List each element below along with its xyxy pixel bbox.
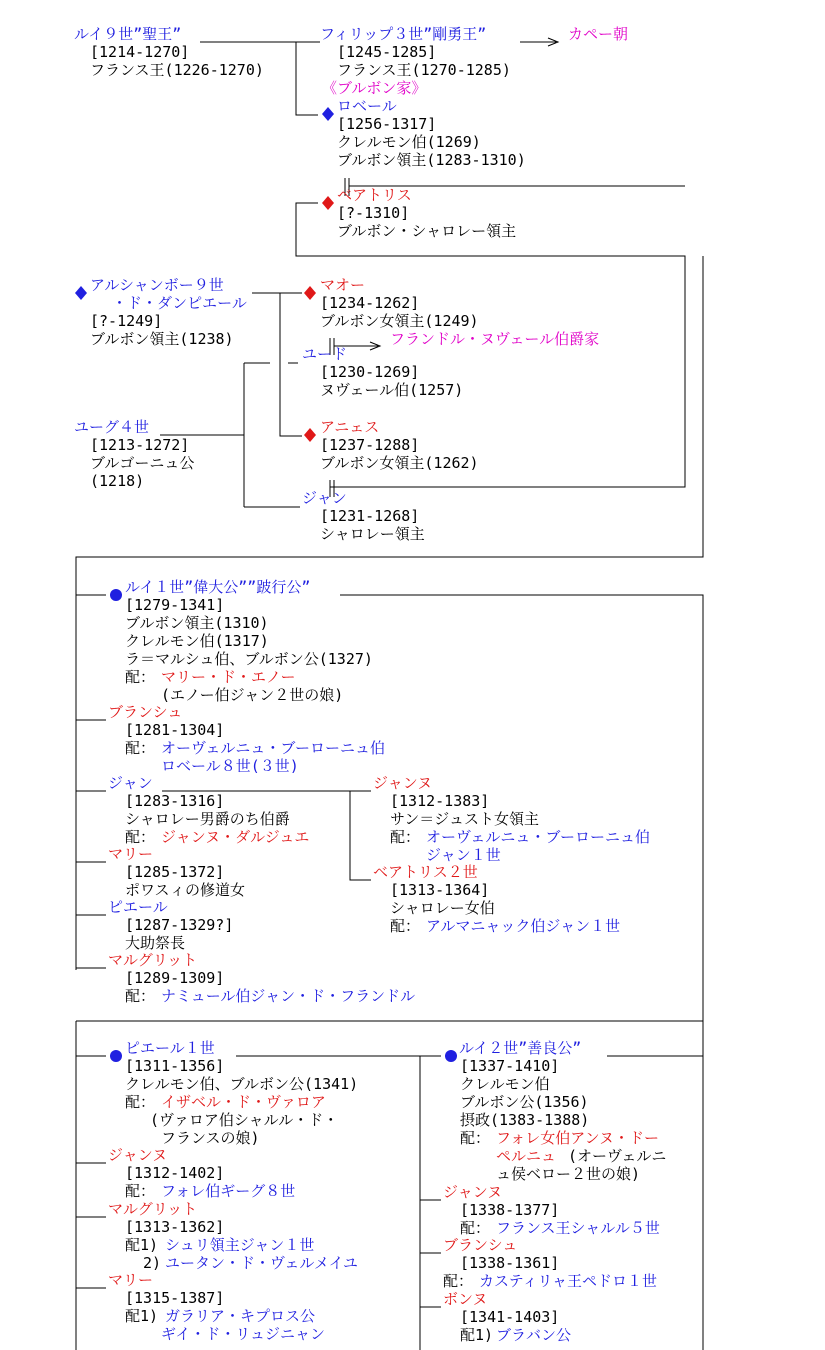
blanche1-sp2: ロベール８世(３世) [161, 757, 299, 775]
marie2-name: マリー [108, 1271, 154, 1289]
pierre-a-name: ピエール [108, 898, 168, 916]
blanche2-sp: カスティリャ王ペドロ１世 [479, 1272, 658, 1290]
louis2-sp2: ペルニュ [496, 1147, 557, 1165]
louis1-t2: クレルモン伯(1317) [125, 632, 269, 650]
hugues-t1: ブルゴーニュ公 [90, 454, 195, 472]
louis2-t2: ブルボン公(1356) [460, 1093, 589, 1111]
jeanne-e-sp-label: 配： [460, 1219, 491, 1237]
louis1-name: ルイ１世”偉大公””跛行公” [125, 578, 311, 596]
agnes-years: [1237-1288] [320, 436, 420, 454]
bonne-years: [1341-1403] [460, 1308, 560, 1326]
mahaut-title: ブルボン女領主(1249) [320, 312, 479, 330]
louis2-years: [1337-1410] [460, 1057, 560, 1075]
beatrice2-sp-label: 配： [390, 917, 421, 935]
jeanne-e-years: [1338-1377] [460, 1201, 560, 1219]
jeanne-e-name: ジャンヌ [443, 1183, 503, 1201]
louis2-note1: (オーヴェルニ [568, 1147, 667, 1165]
marguerite2-name: マルグリット [108, 1200, 198, 1218]
bourbon-house: 《ブルボン家》 [322, 79, 427, 97]
capet: カペー朝 [568, 25, 629, 43]
marie1-years: [1285-1372] [125, 863, 225, 881]
hugues-name: ユーグ４世 [74, 418, 150, 436]
marguerite1-sp-label: 配： [125, 987, 156, 1005]
marie2-sp-label: 配1) [125, 1307, 159, 1325]
jeanne-c-sp1: オーヴェルニュ・ブーローニュ伯 [426, 828, 650, 846]
louis1-sp-note: (エノー伯ジャン２世の娘) [161, 686, 344, 704]
red-diamond-icon [322, 196, 334, 210]
marguerite1-years: [1289-1309] [125, 969, 225, 987]
marguerite2-sp-label: 配1) [125, 1236, 159, 1254]
jeanne-d-years: [1312-1402] [125, 1164, 225, 1182]
bonne-name: ボンヌ [443, 1290, 488, 1308]
pierre1-note2: フランスの娘) [161, 1129, 260, 1147]
bonne-sp: ブラバン公 [496, 1326, 572, 1344]
marie2-sp1: ガラリア・キプロス公 [165, 1307, 316, 1325]
blanche2-name: ブランシュ [443, 1236, 518, 1254]
louis1-t1: ブルボン領主(1310) [125, 614, 269, 632]
marguerite2-sp-label2: 2) [143, 1254, 162, 1272]
jeanne-c-years: [1312-1383] [390, 792, 490, 810]
louis1-sp-label: 配： [125, 668, 156, 686]
beatrice2-title: シャロレー女伯 [390, 899, 495, 917]
archambaud-name2: ・ド・ダンピエール [112, 294, 247, 312]
jean-a-name: ジャン [302, 489, 347, 507]
jean-b-sp: ジャンヌ・ダルジュエ [161, 828, 310, 846]
pierre1-note1: (ヴァロア伯シャルル・ド・ [150, 1111, 339, 1129]
red-diamond-icon [304, 428, 316, 442]
blue-diamond-icon [75, 286, 87, 300]
eudes-title: ヌヴェール伯(1257) [320, 381, 464, 399]
agnes-name: アニェス [320, 418, 380, 436]
marguerite2-sp1: シュリ領主ジャン１世 [165, 1236, 315, 1254]
agnes-title: ブルボン女領主(1262) [320, 454, 479, 472]
beatrice-name: ベアトリス [337, 186, 412, 204]
marie2-years: [1315-1387] [125, 1289, 225, 1307]
pierre-a-title: 大助祭長 [125, 934, 186, 952]
red-diamond-icon [304, 286, 316, 300]
marie1-title: ポワスィの修道女 [125, 881, 246, 899]
philippe3-years: [1245-1285] [337, 43, 437, 61]
philippe3-name: フィリップ３世”剛勇王” [320, 25, 487, 43]
philippe3-title: フランス王(1270-1285) [337, 61, 511, 79]
blanche1-sp-label: 配： [125, 739, 156, 757]
marguerite1-sp: ナミュール伯ジャン・ド・フランドル [161, 987, 416, 1005]
louis2-name: ルイ２世”善良公” [459, 1039, 582, 1057]
marie1-name: マリー [108, 845, 154, 863]
jeanne-c-name: ジャンヌ [373, 774, 433, 792]
louis9-years: [1214-1270] [90, 43, 190, 61]
jeanne-c-sp2: ジャン１世 [426, 846, 501, 864]
flandre: フランドル・ヌヴェール伯爵家 [390, 330, 600, 348]
robert-name: ロベール [337, 97, 397, 115]
louis2-sp1: フォレ女伯アンヌ・ドー [496, 1129, 660, 1147]
blue-circle-icon [110, 589, 122, 601]
beatrice-title: ブルボン・シャロレー領主 [337, 222, 517, 240]
marguerite2-sp2: ユータン・ド・ヴェルメイユ [165, 1254, 359, 1272]
jeanne-d-name: ジャンヌ [108, 1146, 168, 1164]
mahaut-name: マオー [320, 276, 366, 294]
jean-b-title: シャロレー男爵のち伯爵 [125, 810, 290, 828]
bonne-sp-label: 配1) [460, 1326, 494, 1344]
beatrice-years: [?-1310] [337, 204, 410, 222]
pierre1-title: クレルモン伯、ブルボン公(1341) [125, 1075, 359, 1093]
pierre-a-years: [1287-1329?] [125, 916, 234, 934]
louis9-title: フランス王(1226-1270) [90, 61, 264, 79]
jean-b-years: [1283-1316] [125, 792, 225, 810]
eudes-years: [1230-1269] [320, 363, 420, 381]
blue-circle-icon [445, 1050, 457, 1062]
line-archambaud [252, 293, 302, 436]
mahaut-years: [1234-1262] [320, 294, 420, 312]
archambaud-years: [?-1249] [90, 312, 163, 330]
louis2-note2: ュ侯ベロー２世の娘) [496, 1165, 641, 1183]
jeanne-d-sp: フォレ伯ギーグ８世 [161, 1182, 296, 1200]
blanche1-years: [1281-1304] [125, 721, 225, 739]
beatrice2-sp: アルマニャック伯ジャン１世 [426, 917, 621, 935]
robert-t1: クレルモン伯(1269) [337, 133, 481, 151]
jeanne-c-title: サン＝ジュスト女領主 [390, 810, 539, 828]
jean-b-sp-label: 配： [125, 828, 156, 846]
louis2-sp-label: 配： [460, 1129, 491, 1147]
archambaud-name1: アルシャンボー９世 [90, 276, 224, 294]
line-hugues [160, 363, 300, 507]
jeanne-e-sp: フランス王シャルル５世 [496, 1219, 660, 1237]
hugues-years: [1213-1272] [90, 436, 190, 454]
blue-diamond-icon [322, 107, 334, 121]
robert-years: [1256-1317] [337, 115, 437, 133]
blanche1-name: ブランシュ [108, 703, 183, 721]
eudes-name: ユード [302, 345, 348, 363]
louis1-years: [1279-1341] [125, 596, 225, 614]
blue-circle-icon [110, 1050, 122, 1062]
beatrice2-name: ベアトリス２世 [373, 863, 478, 881]
pierre1-sp: イザベル・ド・ヴァロア [161, 1093, 326, 1111]
archambaud-title: ブルボン領主(1238) [90, 330, 234, 348]
louis2-t1: クレルモン伯 [460, 1075, 550, 1093]
jeanne-d-sp-label: 配： [125, 1182, 156, 1200]
blanche2-sp-label: 配： [443, 1272, 474, 1290]
pierre1-name: ピエール１世 [125, 1039, 215, 1057]
hugues-t2: (1218) [90, 472, 145, 490]
louis2-t3: 摂政(1383-1388) [460, 1111, 590, 1129]
marguerite1-name: マルグリット [108, 951, 198, 969]
robert-t2: ブルボン領主(1283-1310) [337, 151, 526, 169]
louis9-name: ルイ９世”聖王” [74, 25, 182, 43]
beatrice2-years: [1313-1364] [390, 881, 490, 899]
marguerite2-years: [1313-1362] [125, 1218, 225, 1236]
marie2-sp2: ギイ・ド・リュジニャン [161, 1325, 325, 1343]
jean-b-name: ジャン [108, 774, 153, 792]
jean-a-years: [1231-1268] [320, 507, 420, 525]
jeanne-c-sp-label: 配： [390, 828, 421, 846]
blanche1-sp1: オーヴェルニュ・ブーローニュ伯 [161, 739, 385, 757]
pierre1-years: [1311-1356] [125, 1057, 225, 1075]
louis1-t3: ラ＝マルシュ伯、ブルボン公(1327) [125, 650, 373, 668]
jean-a-title: シャロレー領主 [320, 525, 425, 543]
louis1-sp: マリー・ド・エノー [161, 668, 296, 686]
blanche2-years: [1338-1361] [460, 1254, 560, 1272]
pierre1-sp-label: 配： [125, 1093, 156, 1111]
